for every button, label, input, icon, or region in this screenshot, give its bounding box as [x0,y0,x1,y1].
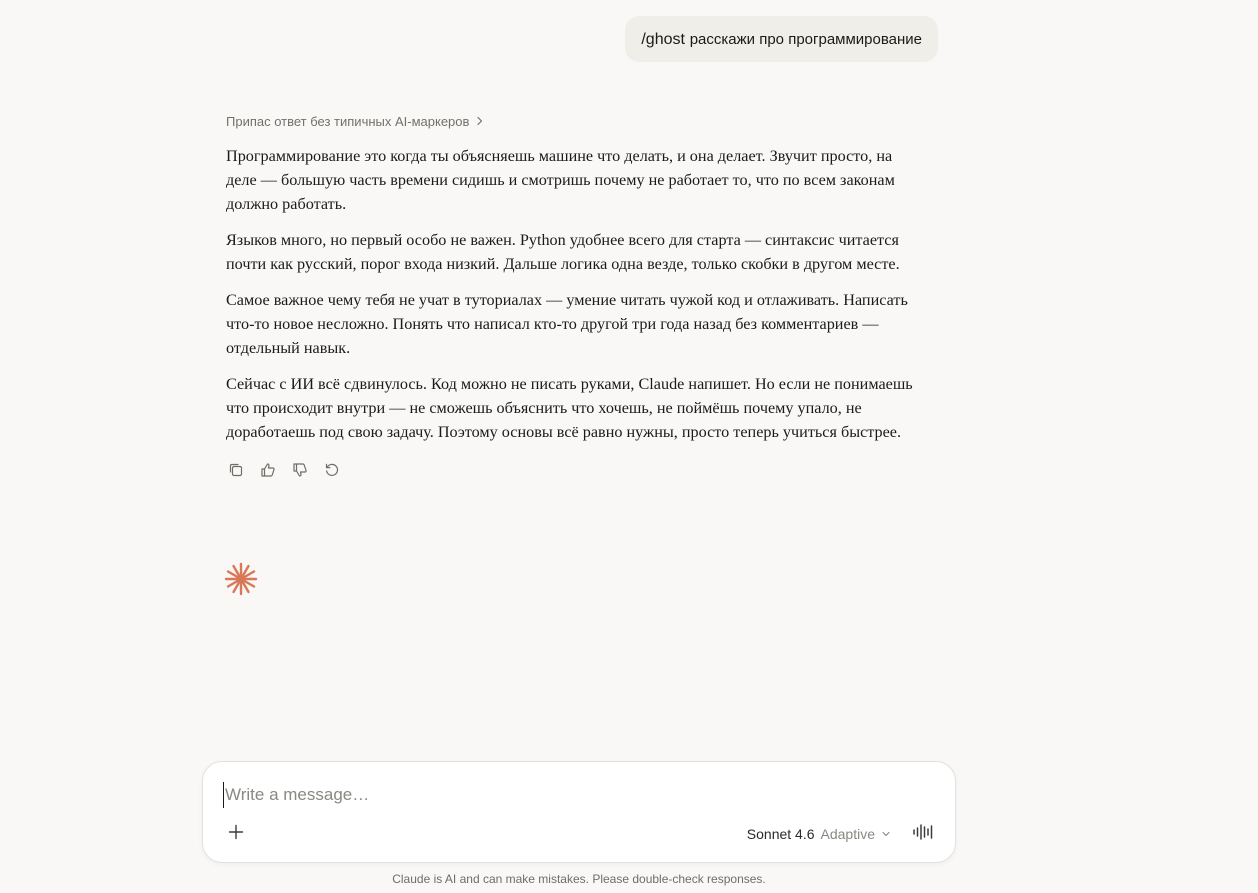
model-selector[interactable] [747,822,891,846]
plus-icon [228,824,244,844]
thinking-summary-label: Припас ответ без типичных AI-маркеров [226,113,470,129]
voice-mode-button[interactable] [911,822,935,846]
user-message-bubble [625,16,938,62]
claude-spark-icon [224,562,258,596]
answer-paragraph: Сейчас с ИИ всё сдвинулось. Код можно не писать руками, Claude напишет. Но если не понимаешь что происходит внутри — не сможешь объяснить что хочешь, не поймёшь почему упало, не доработаешь под свою задачу. Поэтому основы всё равно нужны, просто теперь учиться быстрее. [226,375,913,441]
model-name: Sonnet 4.6 [746,826,815,842]
voice-waveform-icon [912,823,934,845]
thumbs-down-button[interactable] [290,462,310,482]
thumbs-down-icon [292,462,308,482]
assistant-message [226,110,926,482]
message-actions [226,462,926,482]
message-input[interactable] [223,782,925,808]
retry-icon [324,462,340,482]
thinking-summary-toggle[interactable] [226,110,485,132]
model-mode: Adaptive [820,826,875,842]
user-message-command: /ghost [641,31,685,48]
chevron-right-icon [475,116,485,126]
add-attachment-button[interactable] [225,823,247,845]
message-composer [202,761,956,863]
user-message-text: расскажи про программирование [689,31,922,48]
ai-disclaimer: Claude is AI and can make mistakes. Please double-check responses. [392,872,766,886]
answer-paragraph: Языков много, но первый особо не важен. Python удобнее всего для старта — синтаксис читается почти как русский, порог входа низкий. Дальше логика одна везде, только скобки в другом месте. [226,231,900,273]
copy-icon [228,462,244,482]
chevron-down-icon [881,826,891,842]
thumbs-up-button[interactable] [258,462,278,482]
answer-paragraph: Программирование это когда ты объясняешь машине что делать, и она делает. Звучит просто, на деле — большую часть времени сидишь и смотришь почему не работает то, что по всем законам должно работать. [226,147,895,213]
assistant-answer [226,144,926,444]
copy-button[interactable] [226,462,246,482]
retry-button[interactable] [322,462,342,482]
thumbs-up-icon [260,462,276,482]
answer-paragraph: Самое важное чему тебя не учат в туториалах — умение читать чужой код и отлаживать. Написать что-то новое несложно. Понять что написал кто-то другой три года назад без комментариев — отдельный навык. [226,291,908,357]
